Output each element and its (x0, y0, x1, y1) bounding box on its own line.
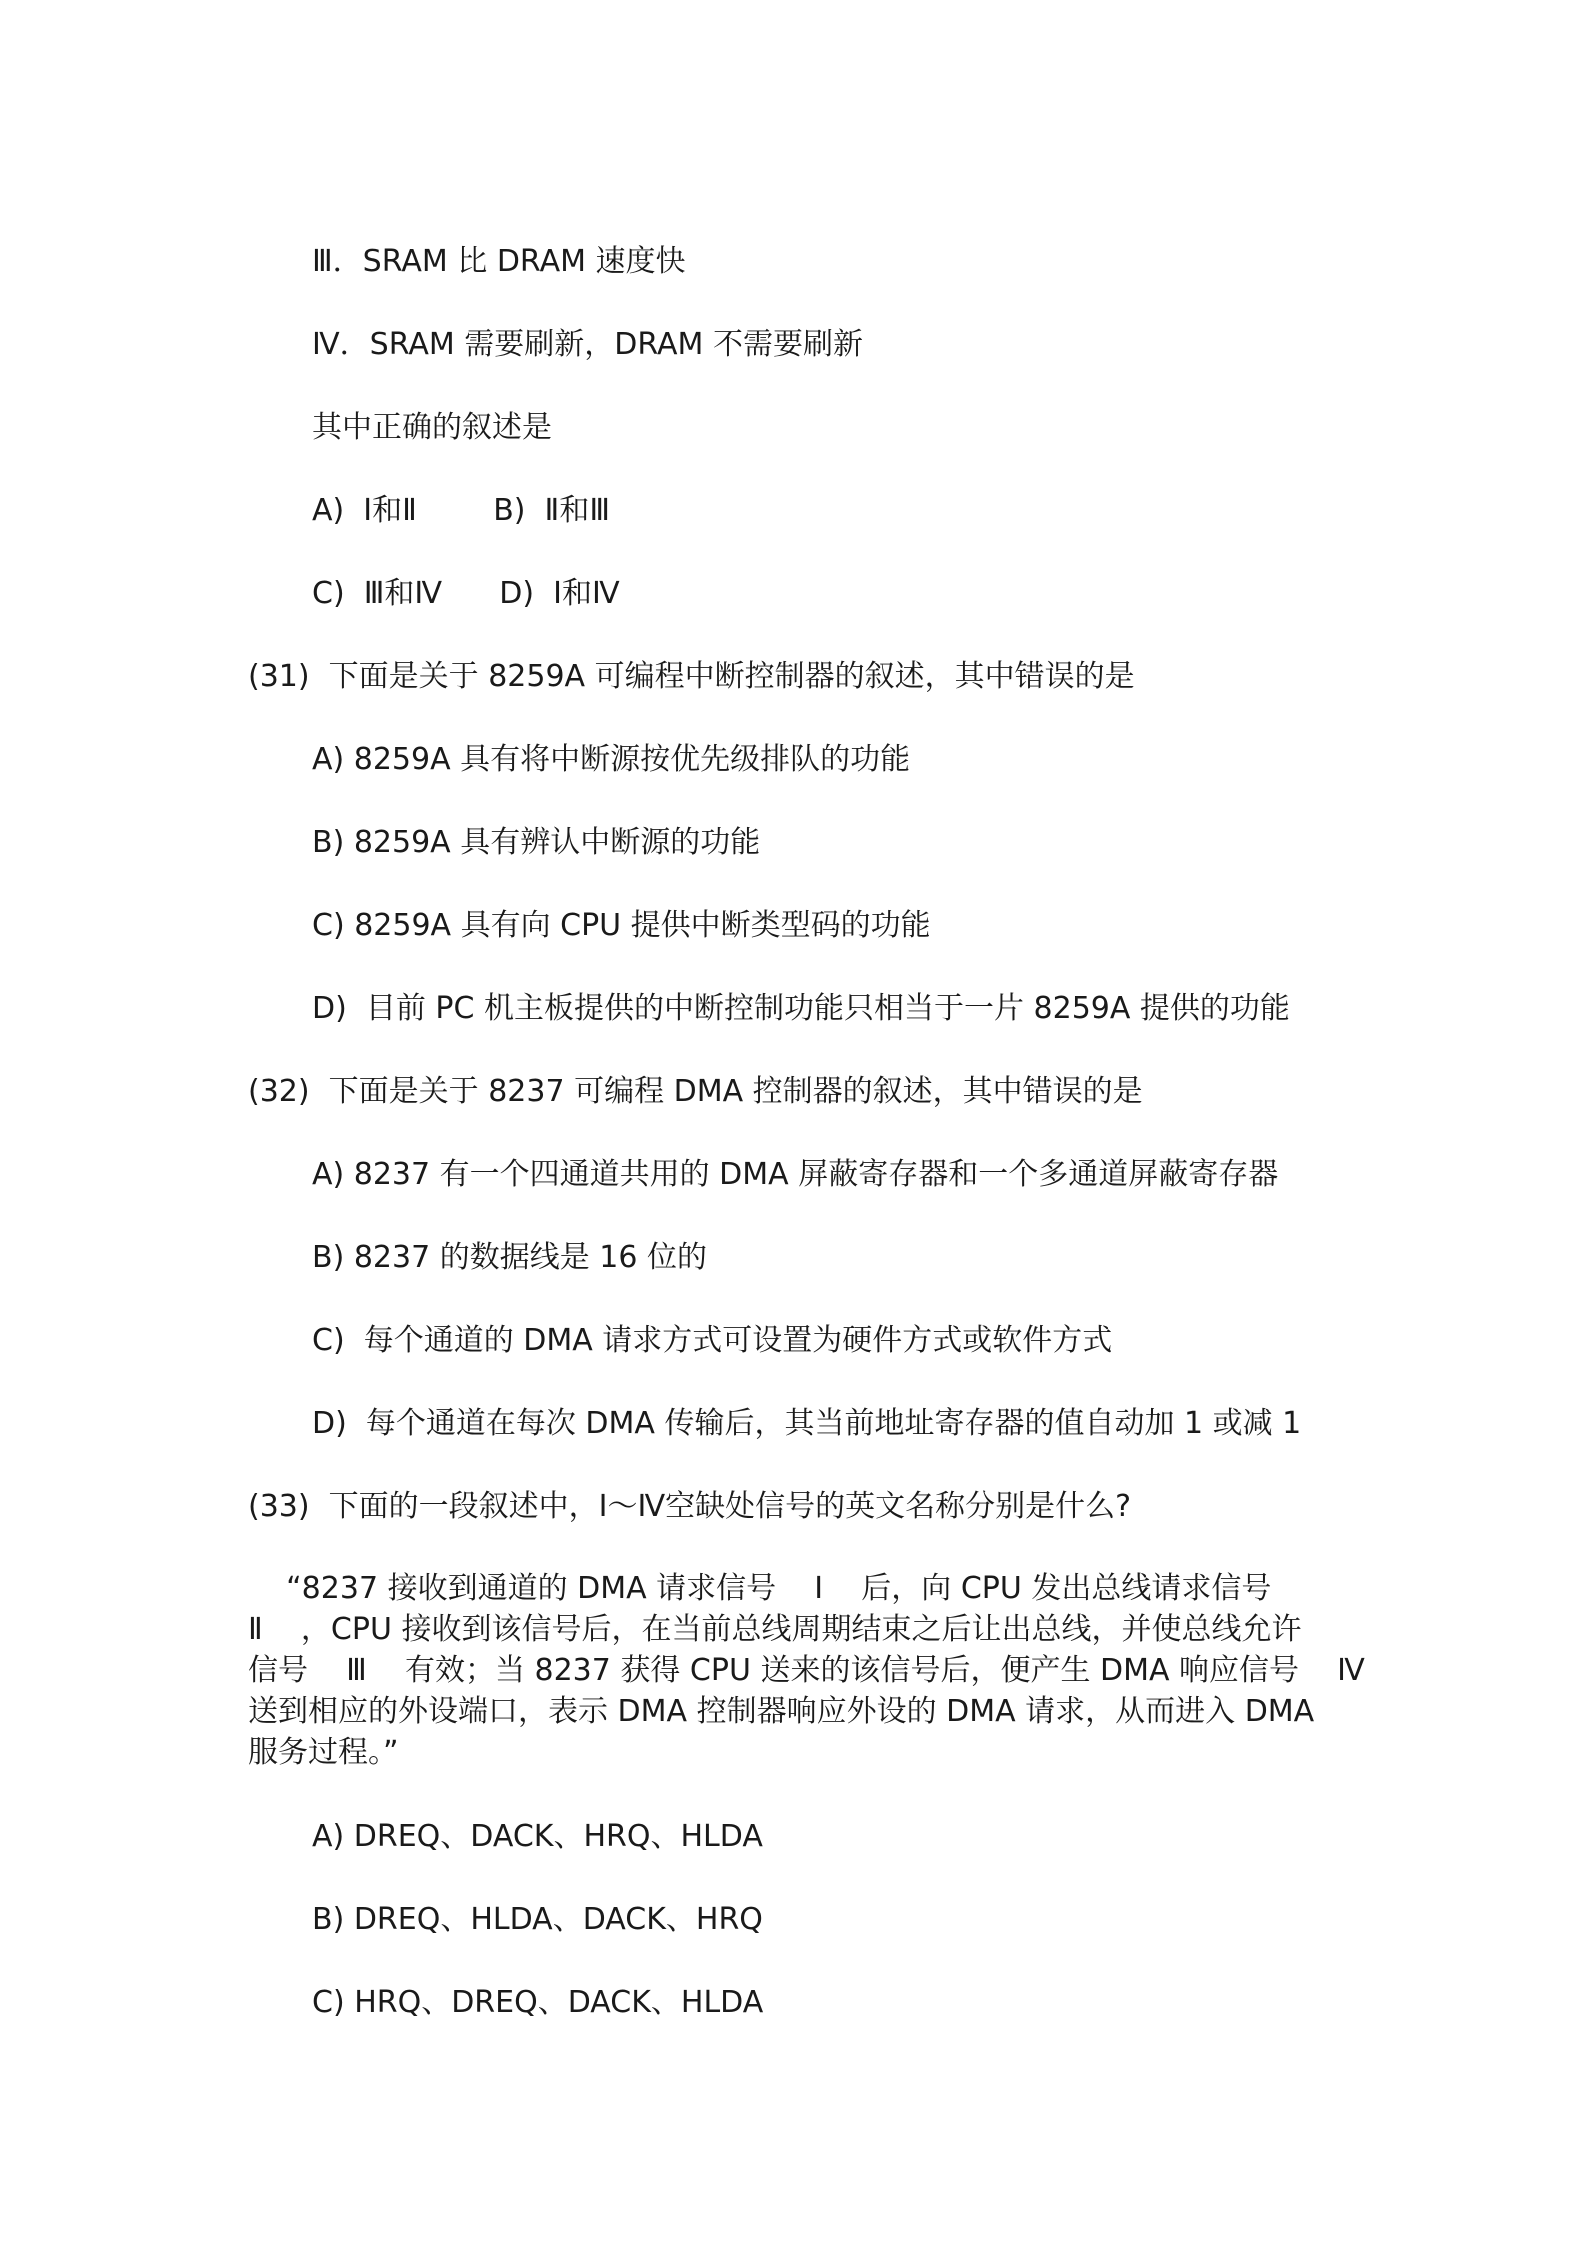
passage-line: Ⅱ ，CPU 接收到该信号后，在当前总线周期结束之后让出总线，并使总线允许 (248, 1612, 1302, 1647)
question-32-option-c: C) 每个通道的 DMA 请求方式可设置为硬件方式或软件方式 (312, 1323, 1113, 1358)
question-33-passage (248, 1568, 1365, 1773)
question-31-stem: (31) 下面是关于 8259A 可编程中断控制器的叙述，其中错误的是 (248, 659, 1135, 694)
question-33-option-a: A) DREQ、DACK、HRQ、HLDA (312, 1819, 763, 1854)
passage-line: 服务过程。” (248, 1735, 399, 1770)
passage-line: “8237 接收到通道的 DMA 请求信号 Ⅰ 后，向 CPU 发出总线请求信号 (248, 1571, 1272, 1606)
passage-line: 送到相应的外设端口，表示 DMA 控制器响应外设的 DMA 请求，从而进入 DMA (248, 1694, 1315, 1729)
passage-line: 信号 Ⅲ 有效；当 8237 获得 CPU 送来的该信号后，便产生 DMA 响应信号 Ⅳ (248, 1653, 1365, 1688)
question-32-stem: (32) 下面是关于 8237 可编程 DMA 控制器的叙述，其中错误的是 (248, 1074, 1143, 1109)
options-a-b: A) Ⅰ和Ⅱ B) Ⅱ和Ⅲ (312, 493, 611, 528)
statement-iii: Ⅲ．SRAM 比 DRAM 速度快 (312, 244, 686, 279)
question-prompt: 其中正确的叙述是 (312, 410, 552, 445)
options-c-d: C) Ⅲ和Ⅳ D) Ⅰ和Ⅳ (312, 576, 620, 611)
question-32-option-d: D) 每个通道在每次 DMA 传输后，其当前地址寄存器的值自动加 1 或减 1 (312, 1406, 1302, 1441)
question-33-stem: (33) 下面的一段叙述中，Ⅰ～Ⅳ空缺处信号的英文名称分别是什么? (248, 1489, 1132, 1524)
statement-iv: Ⅳ．SRAM 需要刷新，DRAM 不需要刷新 (312, 327, 863, 362)
question-31-option-d: D) 目前 PC 机主板提供的中断控制功能只相当于一片 8259A 提供的功能 (312, 991, 1290, 1026)
question-32-option-a: A) 8237 有一个四通道共用的 DMA 屏蔽寄存器和一个多通道屏蔽寄存器 (312, 1157, 1279, 1192)
question-31-option-b: B) 8259A 具有辨认中断源的功能 (312, 825, 761, 860)
question-32-option-b: B) 8237 的数据线是 16 位的 (312, 1240, 707, 1275)
question-31-option-a: A) 8259A 具有将中断源按优先级排队的功能 (312, 742, 911, 777)
question-33-option-c: C) HRQ、DREQ、DACK、HLDA (312, 1985, 764, 2020)
question-33-option-b: B) DREQ、HLDA、DACK、HRQ (312, 1902, 763, 1937)
question-31-option-c: C) 8259A 具有向 CPU 提供中断类型码的功能 (312, 908, 931, 943)
